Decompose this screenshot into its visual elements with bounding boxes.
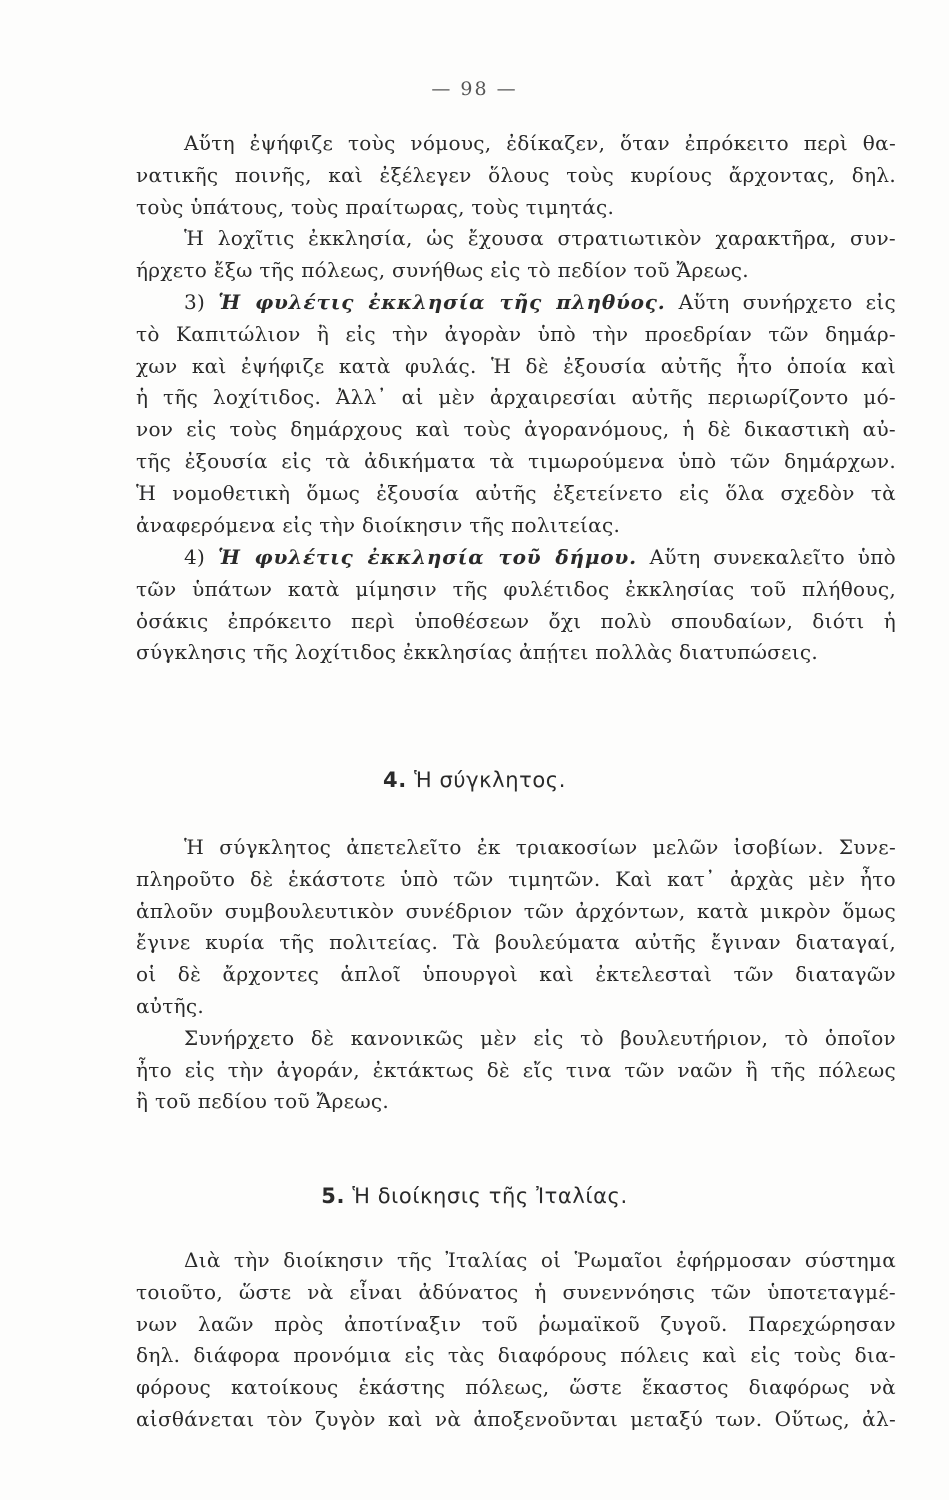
text-line: ἡ τῆς λοχίτιδος. Ἀλλ᾽ αἱ μὲν ἀρχαιρεσίαι αὐτῆς περιωρίζοντο μό- — [136, 385, 896, 410]
text-line: Διὰ τὴν διοίκησιν τῆς Ἰταλίας οἱ Ῥωμαῖοι ἐφήρμοσαν σύστημα — [184, 1248, 896, 1272]
text-line: τῆς ἐξουσία εἰς τὰ ἀδικήματα τὰ τιμωρούμενα ὑπὸ τῶν δημάρχων. — [136, 448, 896, 473]
text-line: ἀναφερόμενα εἰς τὴν διοίκησιν τῆς πολιτείας. — [136, 512, 621, 537]
text-line: ὁσάκις ἐπρόκειτο περὶ ὑποθέσεων ὄχι πολὺ σπουδαίων, διότι ἡ — [136, 608, 896, 633]
text-line: σύγκλησις τῆς λοχίτιδος ἐκκλησίας ἀπῄτει πολλὰς διατυπώσεις. — [136, 640, 819, 665]
text-line: πληροῦτο δὲ ἑκάστοτε ὑπὸ τῶν τιμητῶν. Καὶ κατ᾽ ἀρχὰς μὲν ἦτο — [136, 866, 896, 891]
text-fragment: Αὕτη συνεκαλεῖτο ὑπὸ — [649, 545, 896, 569]
text-line: ἦτο εἰς τὴν ἀγοράν, ἐκτάκτως δὲ εἴς τινα τῶν ναῶν ἢ τῆς πόλεως — [136, 1057, 896, 1082]
tribal-assembly-plebs-paragraph — [136, 287, 896, 541]
text-line: τοιοῦτο, ὥστε νὰ εἶναι ἀδύνατος ἡ συνεννόησις τῶν ὑποτεταγμέ- — [136, 1279, 896, 1304]
item-number: 4) — [184, 545, 206, 569]
text-line: Συνήρχετο δὲ κανονικῶς μὲν εἰς τὸ βουλευτήριον, τὸ ὁποῖον — [184, 1025, 896, 1050]
item-number: 3) — [184, 290, 206, 314]
text-line: Ἡ νομοθετικὴ ὅμως ἐξουσία αὐτῆς ἐξετείνετο εἰς ὅλα σχεδὸν τὰ — [136, 480, 896, 505]
text-line: φόρους κατοίκους ἑκάστης πόλεως, ὥστε ἕκαστος διαφόρως νὰ — [136, 1375, 896, 1400]
text-line: νατικῆς ποινῆς, καὶ ἐξέλεγεν ὅλους τοὺς κυρίους ἄρχοντας, δηλ. — [136, 162, 896, 187]
text-fragment: Αὕτη συνήρχετο εἰς — [678, 290, 896, 314]
section-number: 4. — [383, 768, 407, 792]
text-line: δηλ. διάφορα προνόμια εἰς τὰς διαφόρους πόλεις καὶ εἰς τοὺς δια- — [136, 1343, 896, 1368]
text-line: νων λαῶν πρὸς ἀποτίναξιν τοῦ ῥωμαϊκοῦ ζυγοῦ. Παρεχώρησαν — [136, 1311, 896, 1336]
text-line: χων καὶ ἐψήφιζε κατὰ φυλάς. Ἡ δὲ ἐξουσία αὐτῆς ἦτο ὁποία καὶ — [136, 353, 896, 378]
item-title: Ἡ φυλέτις ἐκκλησία τῆς πληθύος. — [218, 290, 666, 314]
intro-paragraphs — [136, 128, 896, 287]
text-line: ἔγινε κυρία τῆς πολιτείας. Τὰ βουλεύματα αὐτῆς ἔγιναν διαταγαί, — [136, 930, 896, 955]
text-line: οἱ δὲ ἄρχοντες ἁπλοῖ ὑπουργοὶ καὶ ἐκτελεσταὶ τῶν διαταγῶν — [136, 962, 896, 987]
text-line — [136, 287, 896, 319]
section-heading-senate — [0, 768, 949, 792]
section-title: Ἡ σύγκλητος. — [414, 768, 566, 792]
text-line: αὐτῆς. — [136, 993, 205, 1018]
item-title: Ἡ φυλέτις ἐκκλησία τοῦ δήμου. — [217, 545, 637, 569]
section-heading-italy — [0, 1184, 949, 1208]
text-line: ήρχετο ἔξω τῆς πόλεως, συνήθως εἰς τὸ πεδίον τοῦ Ἄρεως. — [136, 258, 749, 283]
text-line: ἢ τοῦ πεδίου τοῦ Ἄρεως. — [136, 1089, 390, 1114]
page-number: — 98 — — [431, 78, 518, 100]
text-line: Αὕτη ἐψήφιζε τοὺς νόμους, ἐδίκαζεν, ὅταν ἐπρόκειτο περὶ θα- — [184, 131, 896, 155]
text-line: Ἡ λοχῖτις ἐκκλησία, ὡς ἔχουσα στρατιωτικὸν χαρακτῆρα, συν- — [184, 226, 896, 251]
tribal-assembly-people-paragraph — [136, 542, 896, 669]
text-line: αἰσθάνεται τὸν ζυγὸν καὶ νὰ ἀποξενοῦνται μεταξύ των. Οὕτως, ἀλ- — [136, 1406, 896, 1431]
text-line: τὸ Καπιτώλιον ἢ εἰς τὴν ἀγορὰν ὑπὸ τὴν προεδρίαν τῶν δημάρ- — [136, 321, 896, 346]
senate-paragraphs — [136, 832, 896, 1118]
text-line: τοὺς ὑπάτους, τοὺς πραίτωρας, τοὺς τιμητάς. — [136, 194, 615, 219]
text-line — [136, 542, 896, 574]
text-line: ἁπλοῦν συμβουλευτικὸν συνέδριον τῶν ἀρχόντων, κατὰ μικρὸν ὅμως — [136, 898, 896, 923]
text-line: Ἡ σύγκλητος ἀπετελεῖτο ἐκ τριακοσίων μελῶν ἰσοβίων. Συνε- — [184, 835, 896, 859]
text-line: νον εἰς τοὺς δημάρχους καὶ τοὺς ἀγορανόμους, ἡ δὲ δικαστικὴ αὐ- — [136, 417, 896, 442]
section-number: 5. — [321, 1184, 346, 1208]
section-title: Ἡ διοίκησις τῆς Ἰταλίας. — [352, 1184, 628, 1208]
italy-paragraph — [136, 1245, 896, 1436]
text-line: τῶν ὑπάτων κατὰ μίμησιν τῆς φυλέτιδος ἐκκλησίας τοῦ πλήθους, — [136, 576, 896, 601]
